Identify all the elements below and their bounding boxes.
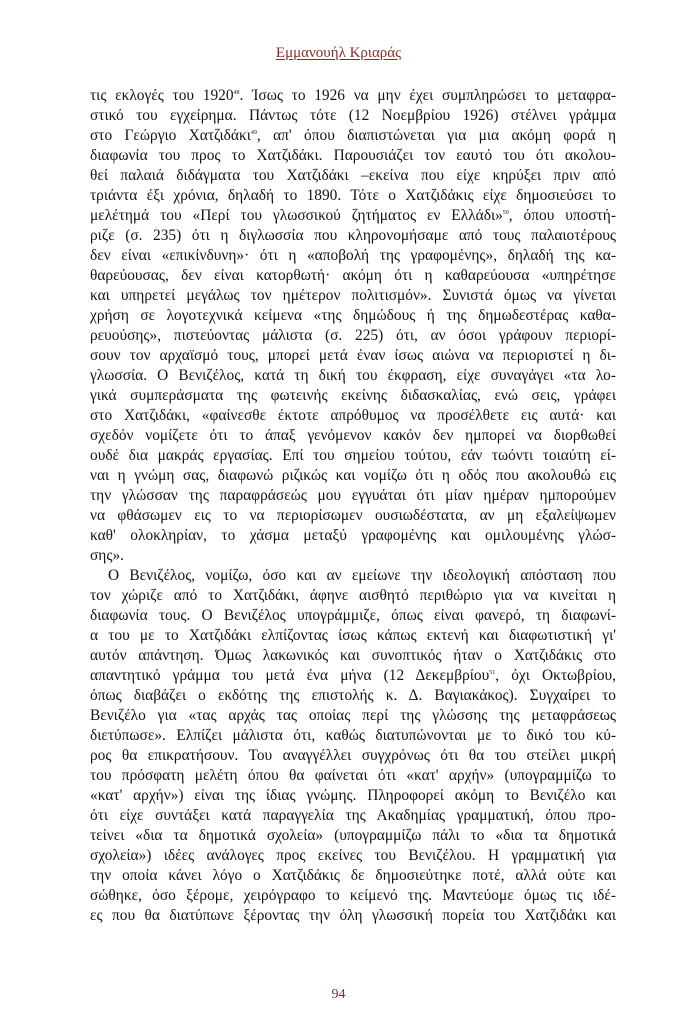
text-line (90, 786, 616, 806)
text-line (90, 486, 616, 506)
text-line-content: ναι η γνώμη σας, διαφωνώ ριζικώς και νομίζω ότι η οδός που ακολουθώ εις (90, 467, 616, 484)
text-line-continuation: , όχι Οκτωβρίου, (495, 667, 616, 684)
running-header-author: Εμμανουήλ Κριαράς (275, 45, 402, 61)
text-line (90, 846, 616, 866)
text-line-content: χρήση σε λογοτεχνικά κείμενα «της δημώδους ή της δημωδεστέρας καθα- (90, 307, 616, 324)
footnote-marker: 48 (233, 89, 240, 96)
text-line-content: θαρεύουσας, δεν είναι κατορθωτή· ακόμη ότι η καθαρεύουσα «υπηρέτησε (90, 267, 616, 284)
text-line-continuation: , όπου υποστή- (508, 207, 616, 224)
text-line (90, 86, 616, 106)
text-line-content: τείνει «δια τα δημοτικά σχολεία» (υπογραμμίζω πάλι το «δια τα δημοτικά (90, 827, 616, 844)
text-line (90, 406, 616, 426)
text-line-content: ριζε (σ. 235) ότι η διγλωσσία που κληρονομήσαμε από τους παλαιοτέρους (90, 227, 616, 244)
text-line (90, 826, 616, 846)
text-line-continuation: . Ίσως το 1926 να μην έχει συμπληρώσει το μεταφρα- (239, 87, 616, 104)
text-line-content: Ο Βενιζέλος, νομίζω, όσο και αν εμείωνε την ιδεολογική απόσταση που (108, 567, 616, 584)
text-line-content: στο Χατζιδάκι, «φαίνεσθε έκτοτε απρόθυμος να προσέλθετε εις αυτά· και (90, 407, 616, 424)
text-line-content: δεν είναι «επικίνδυνη»· ότι η «αποβολή της γραφομένης», δηλαδή της κα- (90, 247, 616, 264)
text-line-content: α του με το Χατζιδάκι ελπίζοντας ίσως κάπως εκτενή και διαφωτιστική γι' (90, 627, 616, 644)
text-line-content: αυτόν απάντηση. Όμως λακωνικός και συνοπτικός ήταν ο Χατζιδάκις στο (90, 647, 616, 664)
text-line (90, 426, 616, 446)
text-line (90, 346, 616, 366)
text-line-content: ουδέ δια μακράς εργασίας. Επί του σημείου τούτου, εάν τωόντι τοιαύτη εί- (90, 447, 616, 464)
text-line-content: να φθάσωμεν εις το να περιορίσωμεν ουσιωδέστατα, αν μη εξαλείψωμεν (90, 507, 616, 524)
text-line-content: σώθηκε, όσο ξέρομε, χειρόγραφο το κείμενό της. Μαντεύομε όμως τις ιδέ- (90, 887, 616, 904)
footnote-marker: 49 (250, 129, 257, 136)
text-line-continuation: , απ' όπου διαπιστώνεται για μια ακόμη φορά η (256, 127, 617, 144)
text-line-content: γικά συμπεράσματα της φωτεινής εκείνης διδασκαλίας, ενώ σεις, γράφει (90, 387, 616, 404)
text-line (90, 446, 616, 466)
text-line-content: σχολεία») ιδέες ανάλογες προς εκείνες του Βενιζέλου. Η γραμματική για (90, 847, 616, 864)
running-header (0, 44, 677, 62)
text-line-content: ες που θα διατύπωνε ξέροντας την όλη γλωσσική πορεία του Χατζιδάκι και (90, 907, 616, 924)
text-line-content: τις εκλογές του 1920 (90, 87, 234, 104)
text-line-content: και υπηρετεί μεγάλως τον ημέτερον πολιτισμόν». Συνιστά όμως να γίνεται (90, 287, 616, 304)
text-line-content: την οποία κάνει λόγο ο Χατζιδάκις δε δημοσιεύτηκε ποτέ, αλλά ούτε και (90, 867, 616, 884)
text-line (90, 146, 616, 166)
text-line-content: στικό του εγχείρημα. Πάντως τότε (12 Νοεμβρίου 1926) στέλνει γράμμα (90, 107, 616, 124)
text-line (90, 506, 616, 526)
text-line (90, 266, 616, 286)
text-line (90, 746, 616, 766)
page-number: 94 (331, 987, 346, 1002)
text-line-content: στο Γεώργιο Χατζιδάκι (90, 127, 251, 144)
text-line (90, 606, 616, 626)
text-line (90, 866, 616, 886)
text-line-content: διαφωνία του προς το Χατζιδάκι. Παρουσιάζει τον εαυτό του ότι ακολου- (90, 147, 616, 164)
text-line (90, 526, 616, 546)
footnote-marker: 50 (502, 209, 509, 216)
text-line-content: ρευούσης», πιστεύοντας μάλιστα (σ. 225) ότι, αν όσοι γράφουν περιορί- (90, 327, 616, 344)
text-line (90, 166, 616, 186)
text-line-content: σχεδόν νομίζετε ότι το άπαξ γενόμενον κακόν δεν ημπορεί να διορθωθεί (90, 427, 616, 444)
text-line (90, 226, 616, 246)
text-line (90, 886, 616, 906)
text-line (90, 906, 616, 926)
text-line (90, 366, 616, 386)
text-line (90, 706, 616, 726)
text-line-content: γλωσσία. Ο Βενιζέλος, κατά τη δική του έκφραση, είχε συναγάγει «τα λο- (90, 367, 616, 384)
text-line-content: ότι είχε συντάξει κατά παραγγελία της Ακαδημίας γραμματική, όπου προ- (90, 807, 616, 824)
text-line-content: καθ' ολοκληρίαν, το χάσμα μεταξύ γραφομένης και ομιλουμένης γλώσ- (90, 527, 616, 544)
text-line-content: ρος θα επικρατήσουν. Του αναγγέλλει συγχρόνως ότι θα του στείλει μικρή (90, 747, 616, 764)
text-line (90, 126, 616, 146)
text-line (90, 626, 616, 646)
text-line-content: τριάντα έξι χρόνια, δηλαδή το 1890. Τότε ο Χατζιδάκις είχε δημοσιεύσει το (90, 187, 616, 204)
text-line-content: την γλώσσαν της παραφράσεώς μου εγγυάται ότι μίαν ημέραν ημπορούμεν (90, 487, 616, 504)
text-line (90, 686, 616, 706)
text-line (90, 106, 616, 126)
text-line (90, 586, 616, 606)
text-line (90, 386, 616, 406)
text-line (90, 726, 616, 746)
text-line (90, 566, 616, 586)
body-text (90, 86, 616, 926)
text-line-content: του πρόσφατη μελέτη όπου θα φαίνεται ότι «κατ' αρχήν» (υπογραμμίζω το (90, 767, 616, 784)
text-line-content: μελέτημά του «Περί του γλωσσικού ζητήματος εν Ελλάδι» (90, 207, 503, 224)
text-line-content: σουν τον αρχαϊσμό τους, μπορεί μετά έναν ίσως αιώνα να περιοριστεί η δι- (90, 347, 616, 364)
text-line (90, 646, 616, 666)
text-line (90, 666, 616, 686)
footnote-marker: 51 (489, 669, 496, 676)
text-line (90, 246, 616, 266)
text-line-content: Βενιζέλο για «τας αρχάς τας οποίας περί της γλώσσης της μεταφράσεως (90, 707, 616, 724)
text-line-content: σης». (90, 547, 124, 564)
text-line (90, 286, 616, 306)
text-line-content: θεί παλαιά διδάγματα του Χατζιδάκι –εκείνα που είχε κηρύξει πριν από (90, 167, 616, 184)
text-line (90, 306, 616, 326)
text-line-content: τον χώριζε από το Χατζιδάκι, άφηνε αισθητό περιθώριο για να κινείται η (90, 587, 616, 604)
text-line (90, 466, 616, 486)
text-line (90, 326, 616, 346)
text-line (90, 186, 616, 206)
text-line-content: διαφωνία τους. Ο Βενιζέλος υπογράμμιζε, όπως είναι φανερό, τη διαφωνί- (90, 607, 616, 624)
text-line (90, 206, 616, 226)
text-line-content: διετύπωσε». Ελπίζει μάλιστα ότι, καθώς διατυπώνονται με το δικό του κύ- (90, 727, 616, 744)
text-line (90, 766, 616, 786)
text-line-content: απαντητικό γράμμα του μετά ένα μήνα (12 Δεκεμβρίου (90, 667, 490, 684)
text-line-content: «κατ' αρχήν») είναι της ίδιας γνώμης. Πληροφορεί ακόμη το Βενιζέλο και (90, 787, 616, 804)
text-line-content: όπως διαβάζει ο εκδότης της επιστολής κ. Δ. Βαγιακάκος). Συγχαίρει το (90, 687, 616, 704)
text-line (90, 546, 616, 566)
text-line (90, 806, 616, 826)
